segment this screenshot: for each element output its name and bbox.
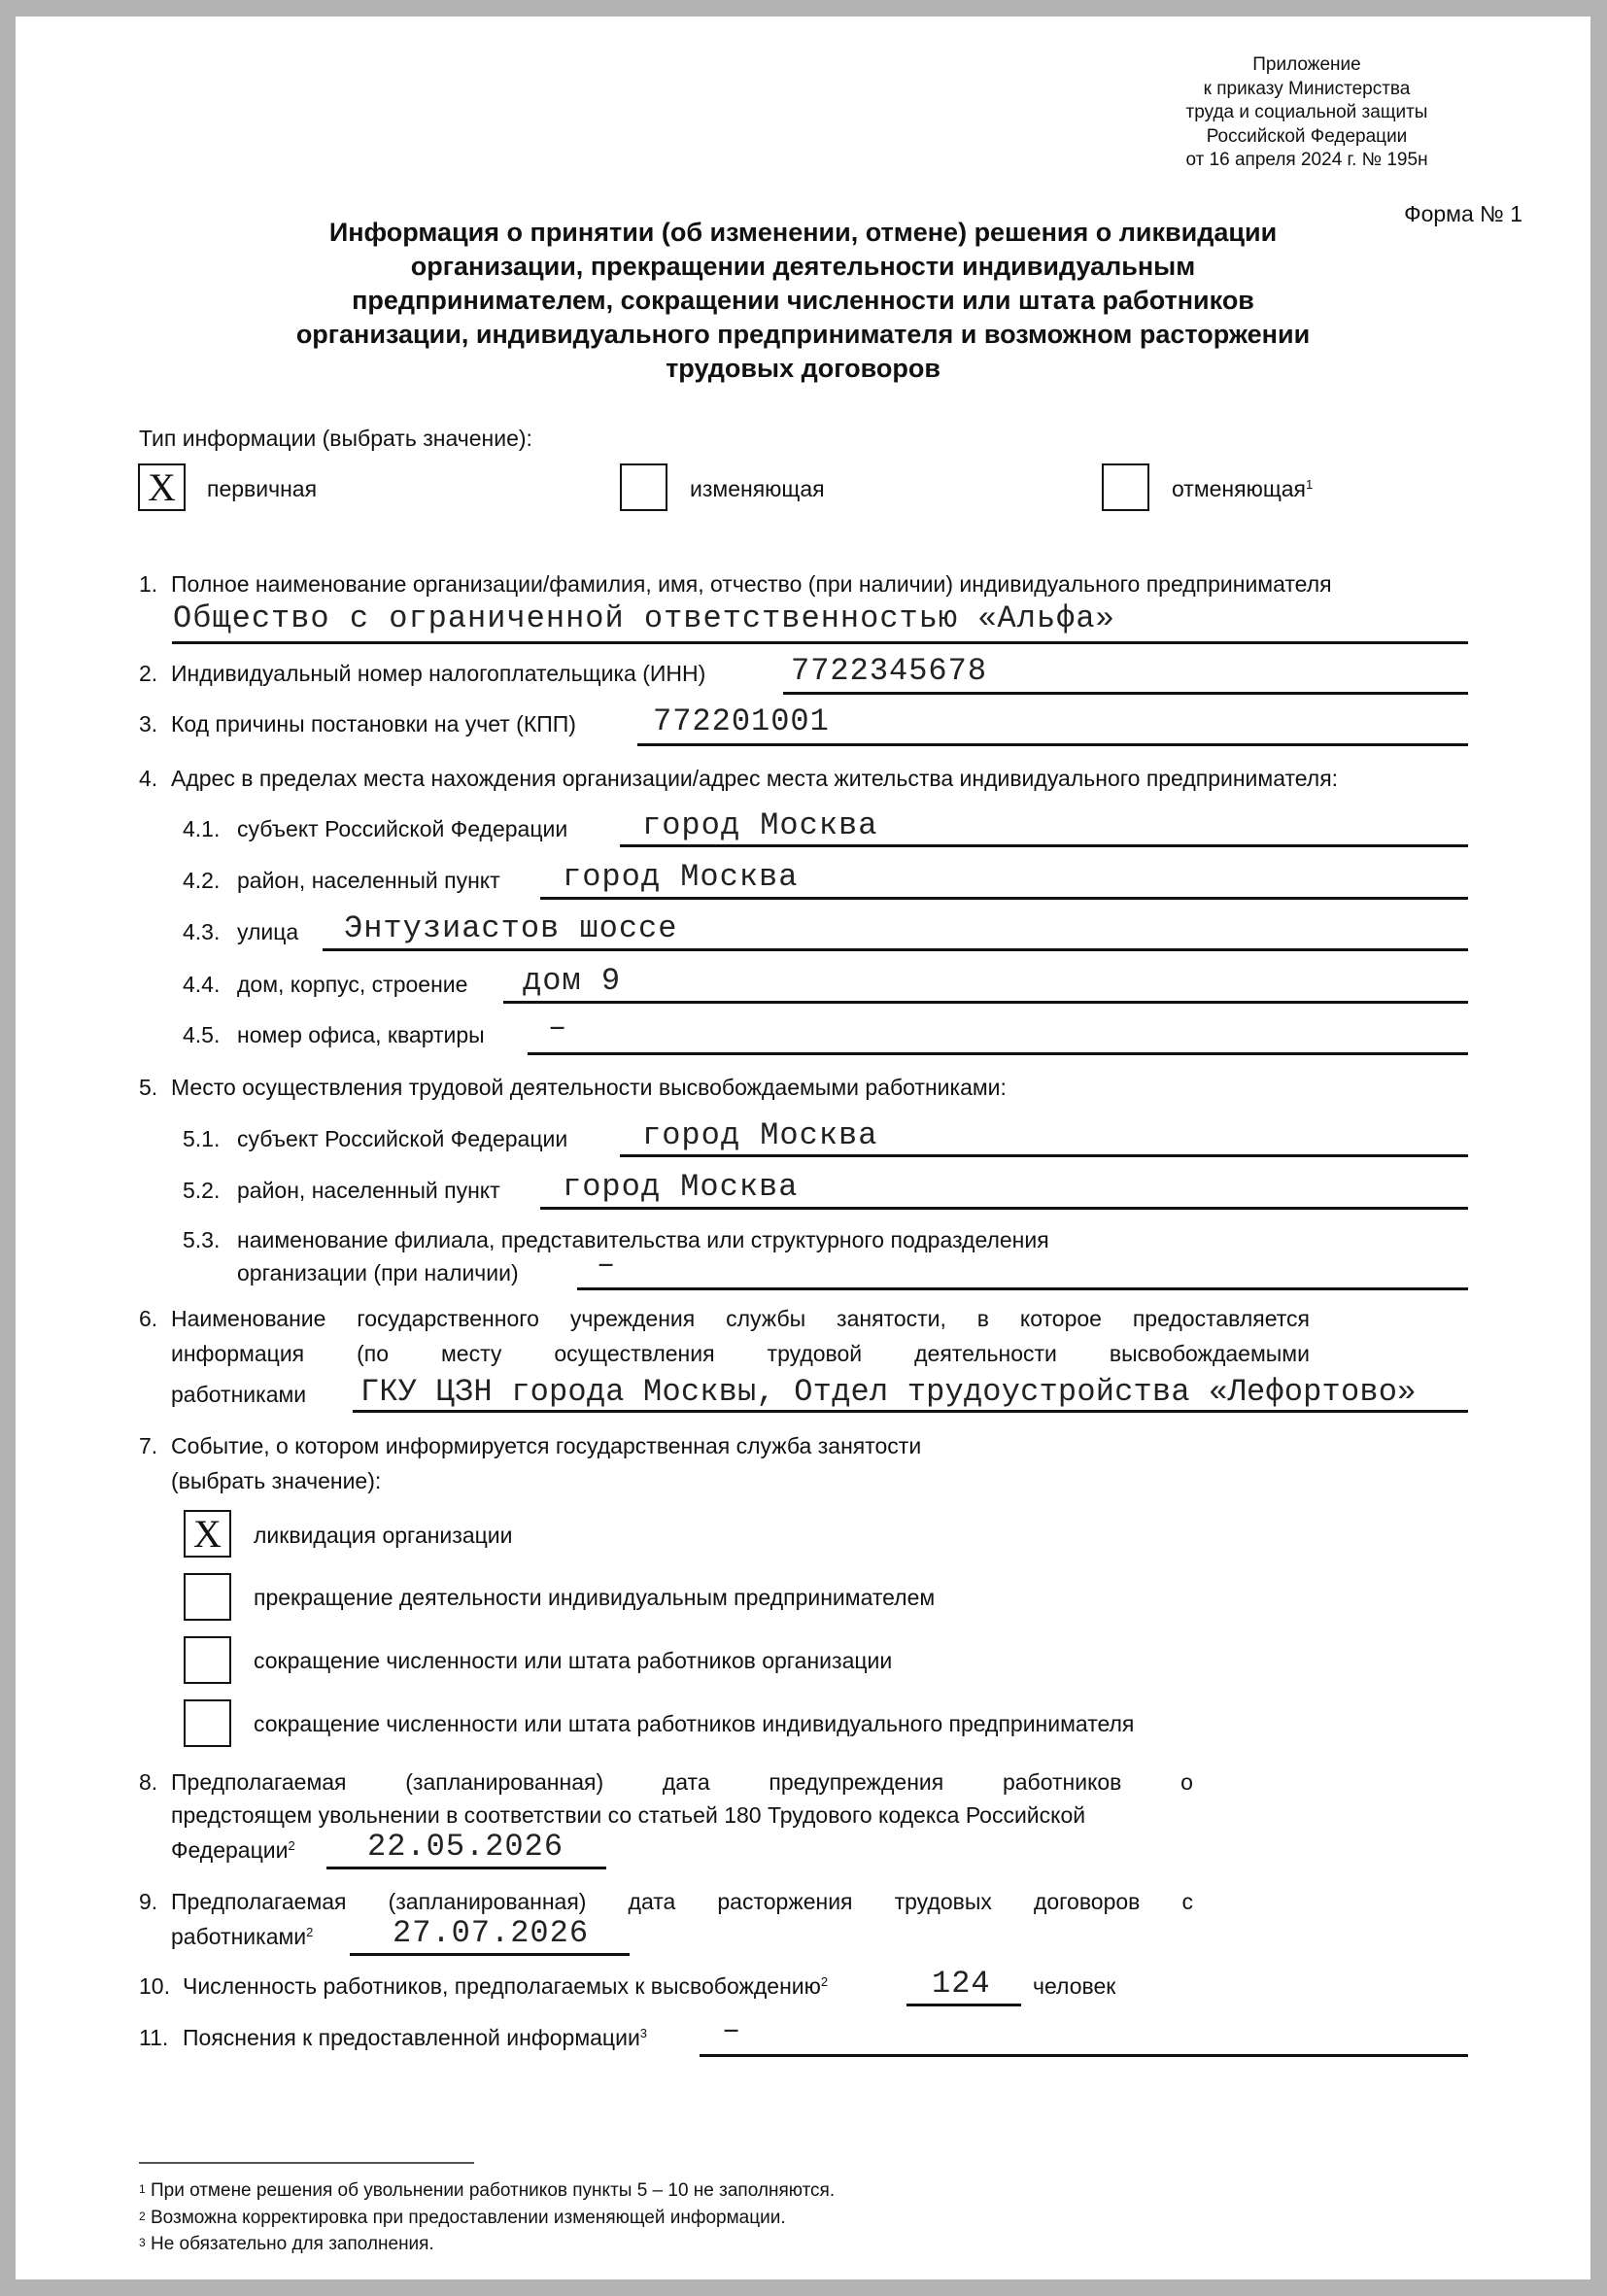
label-word: трудовой: [767, 1341, 863, 1366]
field-4-label: Адрес в пределах места нахождения организации/адрес места жительства индивидуального предпринимателя:: [171, 766, 1339, 791]
appendix-reference: [1142, 53, 1472, 173]
underline: [540, 897, 1468, 900]
field-4-2-number: 4.2.: [183, 868, 221, 893]
checkbox-org-staff-reduction[interactable]: [184, 1636, 231, 1684]
label-word: учреждения: [569, 1306, 696, 1331]
info-type-label: Тип информации (выбрать значение):: [139, 426, 532, 451]
footnote-ref: 2: [820, 1974, 829, 1989]
field-9-number: 9.: [139, 1889, 158, 1914]
label-word: (по: [357, 1341, 390, 1366]
field-4-1-number: 4.1.: [183, 816, 221, 841]
headcount-value[interactable]: 124: [932, 1966, 991, 2002]
field-5-3-number: 5.3.: [183, 1227, 221, 1252]
underline: [326, 1867, 606, 1869]
headcount-unit: человек: [1033, 1973, 1116, 1999]
title-line: предпринимателем, сокращении численности или штата работников: [352, 286, 1254, 315]
field-7-number: 7.: [139, 1433, 158, 1458]
label-word: в: [976, 1306, 989, 1331]
label-word: службы: [726, 1306, 806, 1331]
footnote: [139, 2234, 434, 2255]
underline: [620, 1154, 1468, 1157]
footnote: [139, 2208, 786, 2229]
underline: [323, 948, 1468, 951]
option-label-primary: первичная: [207, 476, 318, 501]
label-word: месту: [440, 1341, 502, 1366]
event-option-label: сокращение численности или штата работников индивидуального предпринимателя: [254, 1711, 1135, 1736]
address-locality-value[interactable]: город Москва: [563, 859, 799, 895]
checkbox-ip-termination[interactable]: [184, 1573, 231, 1621]
field-9-label-line1: [171, 1889, 1193, 1914]
kpp-value[interactable]: 772201001: [653, 703, 830, 739]
field-4-4-label: дом, корпус, строение: [237, 972, 468, 997]
underline: [172, 641, 1468, 644]
event-option-label: ликвидация организации: [254, 1523, 513, 1548]
field-6-label-line1: [171, 1306, 1310, 1331]
appendix-line: Приложение: [1252, 54, 1361, 75]
footnote-text: Возможна корректировка при предоставлении изменяющей информации.: [150, 2208, 786, 2228]
underline: [528, 1052, 1468, 1055]
workplace-region-value[interactable]: город Москва: [642, 1117, 878, 1153]
title-line: организации, прекращении деятельности индивидуальным: [410, 252, 1196, 281]
underline: [783, 692, 1468, 695]
label-word: (запланированная): [388, 1889, 587, 1914]
termination-date-value[interactable]: 27.07.2026: [393, 1915, 590, 1951]
checkbox-changing[interactable]: [620, 463, 667, 511]
label-text: работниками: [171, 1924, 307, 1949]
field-7-label-line1: Событие, о котором информируется государственная служба занятости: [171, 1433, 922, 1458]
checkbox-cancelling[interactable]: [1102, 463, 1149, 511]
footnote-text: При отмене решения об увольнении работников пункты 5 – 10 не заполняются.: [150, 2180, 836, 2201]
field-2-number: 2.: [139, 661, 158, 686]
appendix-line: от 16 апреля 2024 г. № 195н: [1185, 150, 1428, 170]
footnote-mark: 2: [139, 2210, 146, 2223]
field-4-5-label: номер офиса, квартиры: [237, 1022, 485, 1047]
footnote-ref: 2: [288, 1838, 295, 1853]
label-word: дата: [662, 1769, 710, 1795]
label-word: занятости,: [837, 1306, 946, 1331]
footnote-text: Не обязательно для заполнения.: [150, 2234, 434, 2254]
field-10-label: [183, 1973, 828, 1999]
field-3-number: 3.: [139, 711, 158, 737]
checkmark-x-icon: X: [148, 465, 176, 509]
underline: [503, 1001, 1468, 1004]
field-9-label-line2: [171, 1924, 313, 1949]
event-option-label: сокращение численности или штата работников организации: [254, 1648, 893, 1673]
explanations-value[interactable]: –: [722, 2012, 742, 2048]
label-word: о: [1180, 1769, 1193, 1795]
underline: [577, 1287, 1468, 1290]
field-8-number: 8.: [139, 1769, 158, 1795]
field-5-2-number: 5.2.: [183, 1178, 221, 1203]
field-8-label-line3: [171, 1837, 295, 1863]
title-line: трудовых договоров: [666, 354, 940, 383]
field-1-number: 1.: [139, 571, 158, 597]
checkbox-liquidation[interactable]: [184, 1510, 231, 1558]
footnote-ref: 3: [639, 2026, 648, 2040]
appendix-line: труда и социальной защиты: [1185, 102, 1428, 122]
document-title: [16, 216, 1590, 386]
field-5-label: Место осуществления трудовой деятельности высвобождаемыми работниками:: [171, 1075, 1007, 1100]
address-house-value[interactable]: дом 9: [523, 963, 622, 999]
label-word: договоров: [1033, 1889, 1141, 1914]
field-2-label: Индивидуальный номер налогоплательщика (ИНН): [171, 661, 706, 686]
appendix-line: к приказу Министерства: [1203, 78, 1411, 99]
label-word: деятельности: [914, 1341, 1057, 1366]
field-3-label: Код причины постановки на учет (КПП): [171, 711, 576, 737]
label-word: с: [1181, 1889, 1193, 1914]
field-5-1-label: субъект Российской Федерации: [237, 1126, 568, 1151]
underline: [637, 743, 1468, 746]
label-word: которое: [1019, 1306, 1102, 1331]
checkmark-x-icon: [622, 465, 666, 509]
footnote-ref: 1: [1306, 477, 1314, 492]
label-word: предоставляется: [1132, 1306, 1310, 1331]
field-4-3-number: 4.3.: [183, 919, 221, 944]
footnote: [139, 2180, 835, 2202]
option-label-cancelling: [1172, 476, 1313, 501]
organization-name-value[interactable]: Общество с ограниченной ответственностью «Альфа»: [173, 600, 1115, 636]
field-11-label: [183, 2025, 647, 2050]
field-10-number: 10.: [139, 1973, 170, 1999]
checkmark-x-icon: [1104, 465, 1147, 509]
field-5-2-label: район, населенный пункт: [237, 1178, 500, 1203]
option-label-changing: изменяющая: [690, 476, 825, 501]
label-word: дата: [628, 1889, 676, 1914]
inn-value[interactable]: 7722345678: [791, 653, 988, 689]
employment-center-value[interactable]: ГКУ ЦЗН города Москвы, Отдел трудоустройства «Лефортово»: [360, 1374, 1417, 1410]
underline: [620, 844, 1468, 847]
warning-date-value[interactable]: 22.05.2026: [367, 1829, 564, 1865]
label-word: предупреждения: [769, 1769, 944, 1795]
field-4-1-label: субъект Российской Федерации: [237, 816, 568, 841]
form-number: Форма № 1: [1404, 201, 1522, 226]
address-office-value[interactable]: –: [548, 1010, 568, 1045]
label-word: осуществления: [554, 1341, 715, 1366]
underline: [700, 2054, 1468, 2057]
field-5-1-number: 5.1.: [183, 1126, 221, 1151]
field-6-label-line2: [171, 1341, 1310, 1366]
option-label-text: отменяющая: [1172, 476, 1306, 501]
label-text: Пояснения к предоставленной информации: [183, 2025, 640, 2050]
label-word: Наименование: [171, 1306, 326, 1331]
field-5-3-label-line2: организации (при наличии): [237, 1260, 519, 1285]
label-text: Численность работников, предполагаемых к высвобождению: [183, 1973, 821, 1999]
field-7-label-line2: (выбрать значение):: [171, 1468, 382, 1493]
underline: [353, 1410, 1468, 1413]
address-region-value[interactable]: город Москва: [642, 807, 878, 843]
footnote-ref: 2: [306, 1925, 314, 1939]
checkbox-ip-staff-reduction[interactable]: [184, 1699, 231, 1747]
field-1-label: Полное наименование организации/фамилия, имя, отчество (при наличии) индивидуального предпринимателя: [171, 571, 1332, 597]
field-4-2-label: район, населенный пункт: [237, 868, 500, 893]
workplace-locality-value[interactable]: город Москва: [563, 1169, 799, 1205]
underline: [350, 1953, 630, 1956]
label-word: Предполагаемая: [171, 1769, 347, 1795]
field-5-number: 5.: [139, 1075, 158, 1100]
field-4-5-number: 4.5.: [183, 1022, 221, 1047]
label-word: расторжения: [717, 1889, 853, 1914]
appendix-line: Российской Федерации: [1206, 125, 1408, 147]
label-word: работников: [1002, 1769, 1122, 1795]
branch-name-value[interactable]: –: [597, 1247, 617, 1283]
label-word: государственного: [357, 1306, 539, 1331]
title-line: Информация о принятии (об изменении, отмене) решения о ликвидации: [328, 218, 1278, 247]
footnote-separator: [139, 2162, 474, 2164]
event-option-label: прекращение деятельности индивидуальным предпринимателем: [254, 1585, 936, 1610]
field-11-number: 11.: [139, 2025, 169, 2050]
checkmark-x-icon: [186, 1701, 229, 1745]
title-line: организации, индивидуального предпринимателя и возможном расторжении: [295, 320, 1311, 349]
field-5-3-label-line1: наименование филиала, представительства или структурного подразделения: [237, 1227, 1049, 1252]
label-word: высвобождаемыми: [1109, 1341, 1310, 1366]
checkmark-x-icon: [186, 1575, 229, 1619]
field-6-number: 6.: [139, 1306, 158, 1331]
field-8-label-line1: [171, 1769, 1193, 1795]
underline: [906, 2004, 1021, 2006]
field-8-label-line2: предстоящем увольнении в соответствии со статьей 180 Трудового кодекса Российской: [171, 1802, 1086, 1828]
form-page: [16, 17, 1590, 2279]
label-word: трудовых: [894, 1889, 992, 1914]
footnote-mark: 1: [139, 2182, 146, 2196]
label-word: информация: [171, 1341, 305, 1366]
checkmark-x-icon: [186, 1638, 229, 1682]
underline: [540, 1207, 1468, 1210]
field-4-3-label: улица: [237, 919, 299, 944]
checkmark-x-icon: X: [193, 1512, 222, 1556]
field-6-label-line3: работниками: [171, 1382, 307, 1407]
label-word: (запланированная): [405, 1769, 604, 1795]
field-4-4-number: 4.4.: [183, 972, 221, 997]
label-word: Предполагаемая: [171, 1889, 347, 1914]
address-street-value[interactable]: Энтузиастов шоссе: [344, 910, 678, 946]
checkbox-primary[interactable]: [138, 463, 186, 511]
label-text: Федерации: [171, 1837, 289, 1863]
footnote-mark: 3: [139, 2236, 146, 2249]
field-4-number: 4.: [139, 766, 158, 791]
